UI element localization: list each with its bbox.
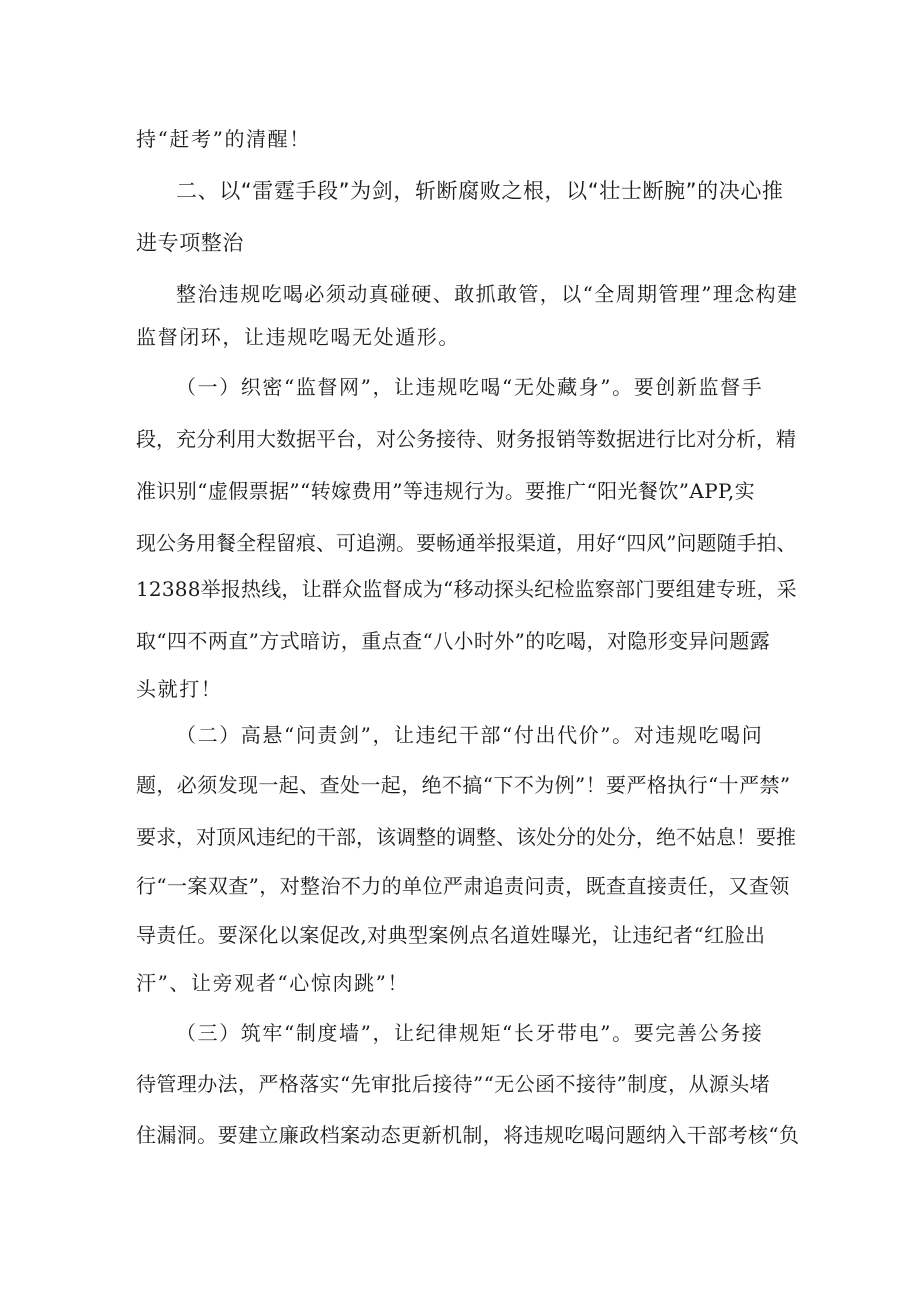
paragraph-line: 要求，对顶风违纪的干部，该调整的调整、该处分的处分，绝不姑息！要推 [136, 825, 796, 849]
paragraph-line: 12388举报热线，让群众监督成为“移动探头纪检监察部门要组建专班，采 [136, 577, 797, 601]
paragraph-line: 段，充分利用大数据平台，对公务接待、财务报销等数据进行比对分析，精 [136, 427, 796, 451]
paragraph-line: 题，必须发现一起、查处一起，绝不搞“下不为例”！要严格执行“十严禁” [136, 773, 791, 797]
paragraph-line: 住漏洞。要建立廉政档案动态更新机制，将违规吃喝问题纳入干部考核“负 [136, 1123, 800, 1147]
paragraph-line: 整治违规吃喝必须动真碰硬、敢抓敢管，以“全周期管理”理念构建 [176, 282, 799, 306]
paragraph-line: （一）织密“监督网”，让违规吃喝“无处藏身”。要创新监督手 [176, 375, 764, 399]
paragraph-line: 现公务用餐全程留痕、可追溯。要畅通举报渠道，用好“四风”问题随手拍、 [136, 531, 797, 555]
paragraph-line: 准识别“虚假票据”“转嫁费用”等违规行为。要推广“阳光餐饮”APP,实 [136, 479, 756, 503]
paragraph-line: 取“四不两直”方式暗访，重点查“八小时外”的吃喝，对隐形变异问题露 [136, 629, 771, 653]
section-heading-line: 二、以“雷霆手段”为剑，斩断腐败之根，以“壮士断腕”的决心推 [176, 179, 784, 203]
paragraph-line: （二）高悬“问责剑”，让违纪干部“付出代价”。对违规吃喝问 [176, 723, 764, 747]
section-heading-line: 进专项整治 [136, 231, 244, 255]
paragraph-line: 汗”、让旁观者“心惊肉跳”！ [136, 971, 410, 995]
paragraph-line: 行“一案双查”，对整治不力的单位严肃追责问责，既查直接责任，又查领 [136, 874, 790, 898]
paragraph-line: 待管理办法，严格落实“先审批后接待”“无公函不接待”制度，从源头堵 [136, 1072, 771, 1096]
paragraph-line: 监督闭环，让违规吃喝无处遁形。 [136, 325, 460, 349]
paragraph-line: （三）筑牢“制度墙”，让纪律规矩“长牙带电”。要完善公务接 [176, 1021, 764, 1045]
paragraph-line: 持“赶考”的清醒！ [136, 127, 311, 151]
paragraph-line: 导责任。要深化以案促改,对典型案例点名道姓曝光，让违纪者“红脸出 [136, 923, 766, 947]
paragraph-line: 头就打！ [136, 677, 223, 701]
